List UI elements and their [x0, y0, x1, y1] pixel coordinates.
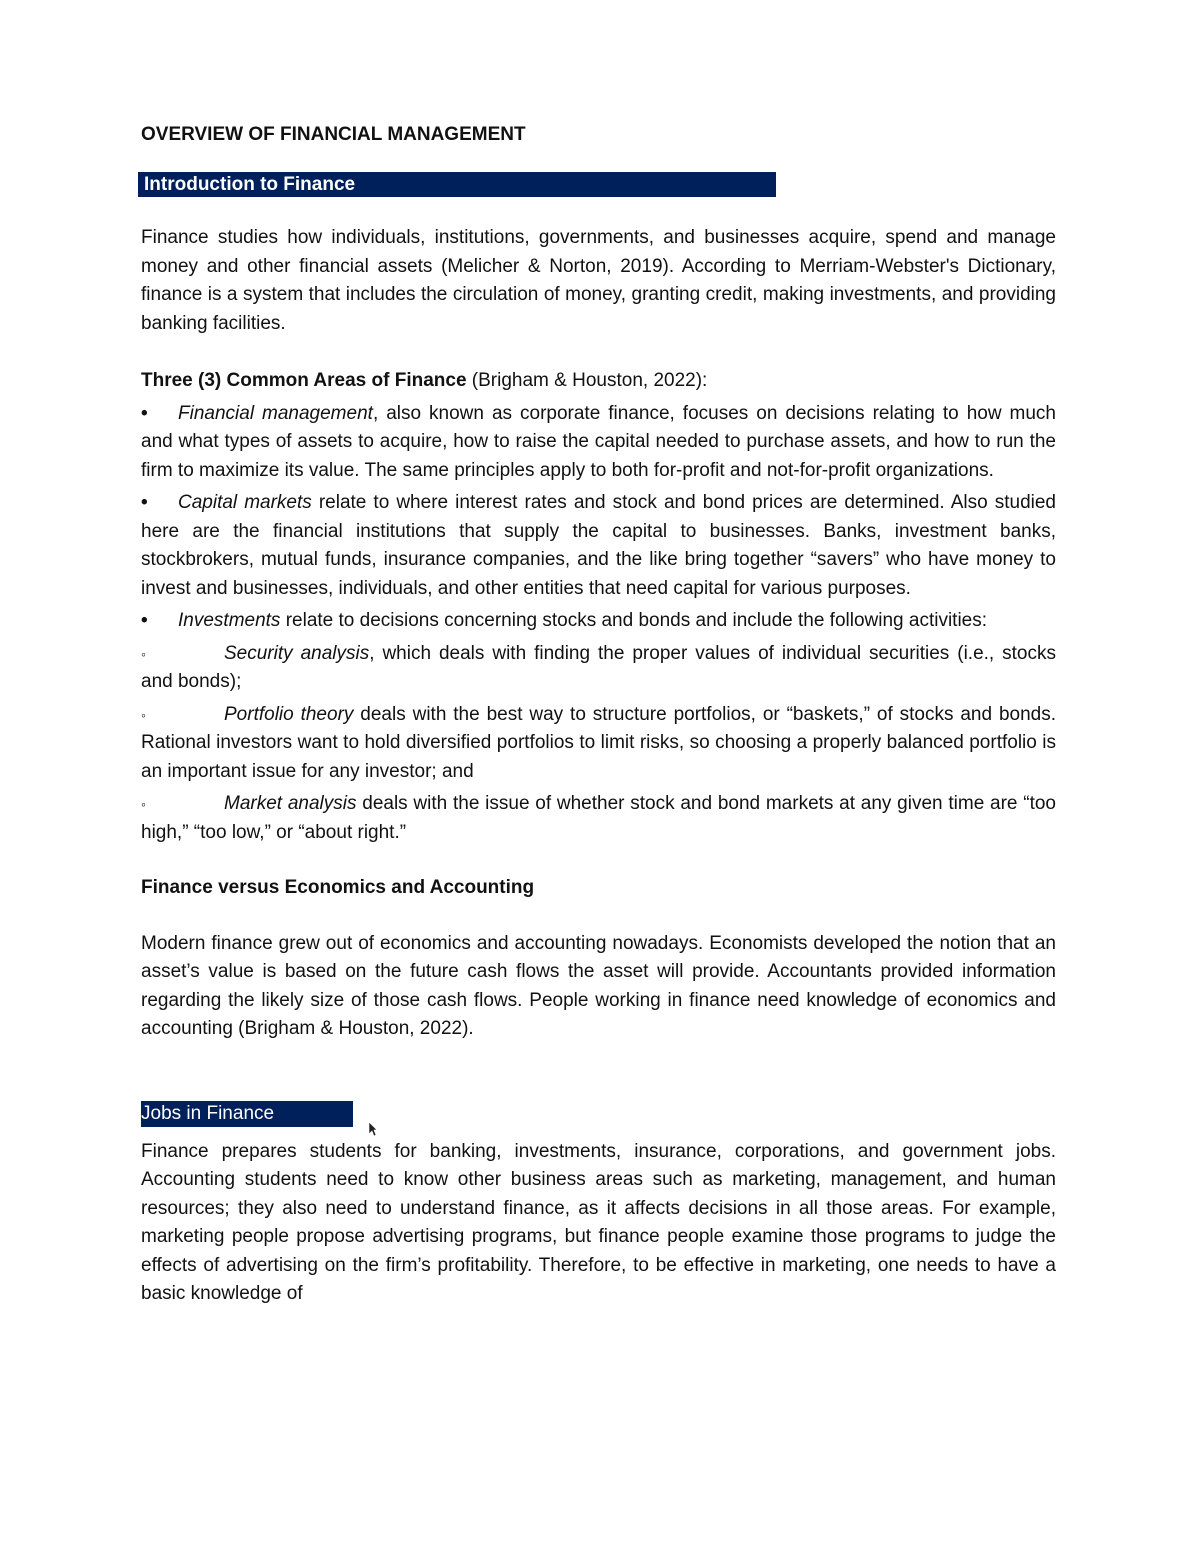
areas-heading — [141, 367, 1056, 396]
text-cursor-icon — [368, 1121, 378, 1142]
list-item — [141, 400, 1056, 486]
sub-list-item — [141, 790, 1056, 847]
bullet-icon: • — [141, 610, 148, 631]
list-item-term: Capital markets — [178, 492, 312, 513]
jobs-paragraph: Finance prepares students for banking, investments, insurance, corporations, and government jobs. Accounting students need to know other business areas such as marketing, management, and human resources; they also need to understand finance, as it affects decisions in all those areas. For example, marketing people propose advertising programs, but finance people examine those programs to judge the effects of advertising on the firm’s profitability. Therefore, to be effective in marketing, one needs to have a basic knowledge of — [141, 1140, 1056, 1304]
sub-list-item-text: , which deals with finding the proper values of individual securities (i.e., stocks and bonds); — [141, 642, 1056, 692]
list-item-text: relate to where interest rates and stock and bond prices are determined. Also studied here are the financial institutions that supply the capital to businesses. Banks, investment banks, stockbrokers, mutual funds, insurance companies, and the like bring together “savers” who have money to invest and businesses, individuals, and other entities that need capital for various purposes. — [141, 492, 1056, 599]
sub-list-item-text: deals with the issue of whether stock and bond markets at any given time are “too high,” “too low,” or “about right.” — [141, 793, 1056, 843]
sub-list-item — [141, 701, 1056, 787]
list-item-text: relate to decisions concerning stocks and bonds and include the following activities: — [280, 610, 988, 631]
bullet-icon: • — [141, 402, 148, 424]
list-item — [141, 607, 1056, 636]
versus-paragraph: Modern finance grew out of economics and accounting nowadays. Economists developed the notion that an asset’s value is based on the future cash flows the asset will provide. Accountants provided information regarding the likely size of those cash flows. People working in finance need knowledge of economics and accounting (Brigham & Houston, 2022). — [141, 932, 1056, 1039]
circle-bullet-icon: ◦ — [141, 706, 146, 723]
circle-bullet-icon: ◦ — [141, 645, 146, 662]
sub-list-item — [141, 640, 1056, 697]
intro-paragraph: Finance studies how individuals, institutions, governments, and businesses acquire, spend and manage money and other financial assets (Melicher & Norton, 2019). According to Merriam-Webster's Dictionary, finance is a system that includes the circulation of money, granting credit, making investments, and providing banking facilities. — [141, 227, 1056, 334]
sub-list-item-term: Market analysis — [224, 793, 357, 814]
list-item-text: , also known as corporate finance, focuses on decisions relating to how much and what types of assets to acquire, how to raise the capital needed to purchase assets, and how to run the firm to maximize its value. The same principles apply to both for-profit and not-for-profit organizations. — [141, 402, 1057, 481]
document-body — [141, 120, 1056, 1309]
list-item — [141, 489, 1056, 603]
section-heading-finance-versus: Finance versus Economics and Accounting — [141, 877, 535, 898]
sub-list-item-text: deals with the best way to structure portfolios, or “baskets,” of stocks and bonds. Rational investors want to hold diversified portfolios to limit risks, so choosing a properly balanced portfolio is an important issue for any investor; and — [141, 703, 1056, 782]
sub-list-item-term: Security analysis — [224, 642, 370, 664]
section-heading-introduction: Introduction to Finance — [138, 172, 776, 197]
document-title: OVERVIEW OF FINANCIAL MANAGEMENT — [141, 124, 526, 145]
bullet-icon: • — [141, 492, 148, 513]
sub-list-item-term: Portfolio theory — [224, 703, 354, 725]
areas-heading-citation: (Brigham & Houston, 2022): — [466, 370, 708, 391]
circle-bullet-icon: ◦ — [141, 796, 146, 812]
list-item-term: Investments — [178, 610, 281, 631]
section-heading-jobs: Jobs in Finance — [141, 1101, 353, 1127]
list-item-term: Financial management — [178, 402, 373, 424]
areas-heading-bold: Three (3) Common Areas of Finance — [141, 370, 467, 391]
